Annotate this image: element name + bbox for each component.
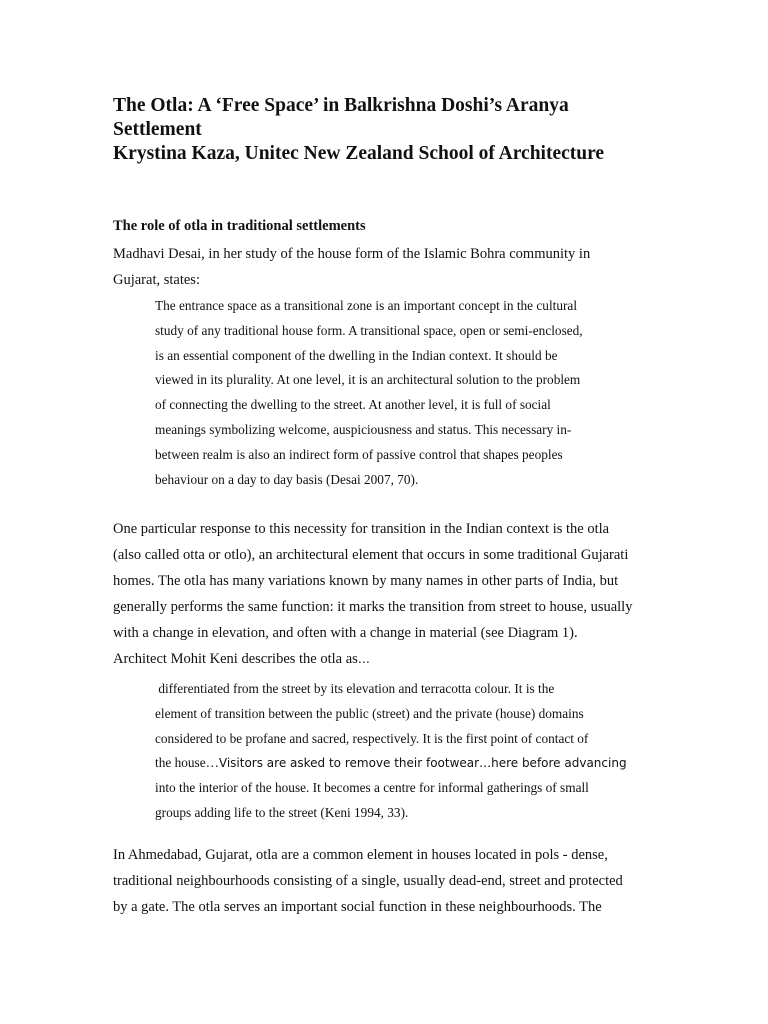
section-heading: The role of otla in traditional settlements	[113, 218, 366, 234]
block-quote-keni	[155, 677, 627, 826]
quote-line: behaviour on a day to day basis (Desai 2007, 70).	[155, 471, 419, 487]
text-line: Madhavi Desai, in her study of the house form of the Islamic Bohra community in	[113, 246, 591, 262]
text-line: by a gate. The otla serves an important social function in these neighbourhoods. The	[113, 899, 602, 915]
text-line: with a change in elevation, and often with a change in material (see Diagram 1).	[113, 625, 578, 641]
quote-line: The entrance space as a transitional zone is an important concept in the cultural	[155, 298, 578, 313]
text-line: In Ahmedabad, Gujarat, otla are a common element in houses located in pols - dense,	[113, 847, 608, 863]
text-span-sans: Visitors are asked to remove their footwear…here before advancing	[218, 756, 627, 771]
title-line: The Otla: A ‘Free Space’ in Balkrishna Doshi’s Aranya	[113, 95, 569, 116]
quote-line	[155, 751, 627, 776]
quote-line: is an essential component of the dwelling in the Indian context. It should be	[155, 347, 558, 363]
paragraph-intro	[113, 241, 590, 293]
quote-line: element of transition between the public (street) and the private (house) domains	[155, 705, 584, 721]
author-line: Krystina Kaza, Unitec New Zealand School of Architecture	[113, 143, 605, 164]
text-span: Architect Mohit Keni describes the otla as	[113, 651, 358, 667]
quote-line: into the interior of the house. It becomes a centre for informal gatherings of small	[155, 780, 589, 796]
quote-line: study of any traditional house form. A transitional space, open or semi-enclosed,	[155, 322, 583, 338]
text-line: One particular response to this necessity for transition in the Indian context is the otla	[113, 521, 610, 537]
text-line	[113, 646, 632, 672]
text-line: generally performs the same function: it marks the transition from street to house, usually	[113, 599, 633, 615]
quote-line: meanings symbolizing welcome, auspiciousness and status. This necessary in-	[155, 421, 572, 437]
paragraph-ahmedabad	[113, 842, 623, 920]
quote-line: differentiated from the street by its elevation and terracotta colour. It is the	[155, 681, 555, 696]
quote-line: between realm is also an indirect form of passive control that shapes peoples	[155, 446, 563, 462]
text-line: Gujarat, states:	[113, 272, 200, 288]
quote-line: viewed in its plurality. At one level, it is an architectural solution to the problem	[155, 372, 581, 388]
quote-line: considered to be profane and sacred, respectively. It is the first point of contact of	[155, 730, 589, 746]
ellipsis: …	[357, 652, 370, 666]
text-span: the house…	[155, 755, 219, 771]
paragraph-otla	[113, 516, 632, 672]
text-line: (also called otta or otlo), an architectural element that occurs in some traditional Gujarati	[113, 547, 629, 563]
text-line: homes. The otla has many variations known by many names in other parts of India, but	[113, 573, 619, 589]
title-line: Settlement	[113, 119, 202, 140]
document-title	[113, 94, 713, 166]
block-quote-desai	[155, 294, 583, 492]
text-line: traditional neighbourhoods consisting of a single, usually dead-end, street and protected	[113, 873, 623, 889]
quote-line: groups adding life to the street (Keni 1994, 33).	[155, 804, 409, 820]
quote-line: of connecting the dwelling to the street. At another level, it is full of social	[155, 397, 551, 413]
